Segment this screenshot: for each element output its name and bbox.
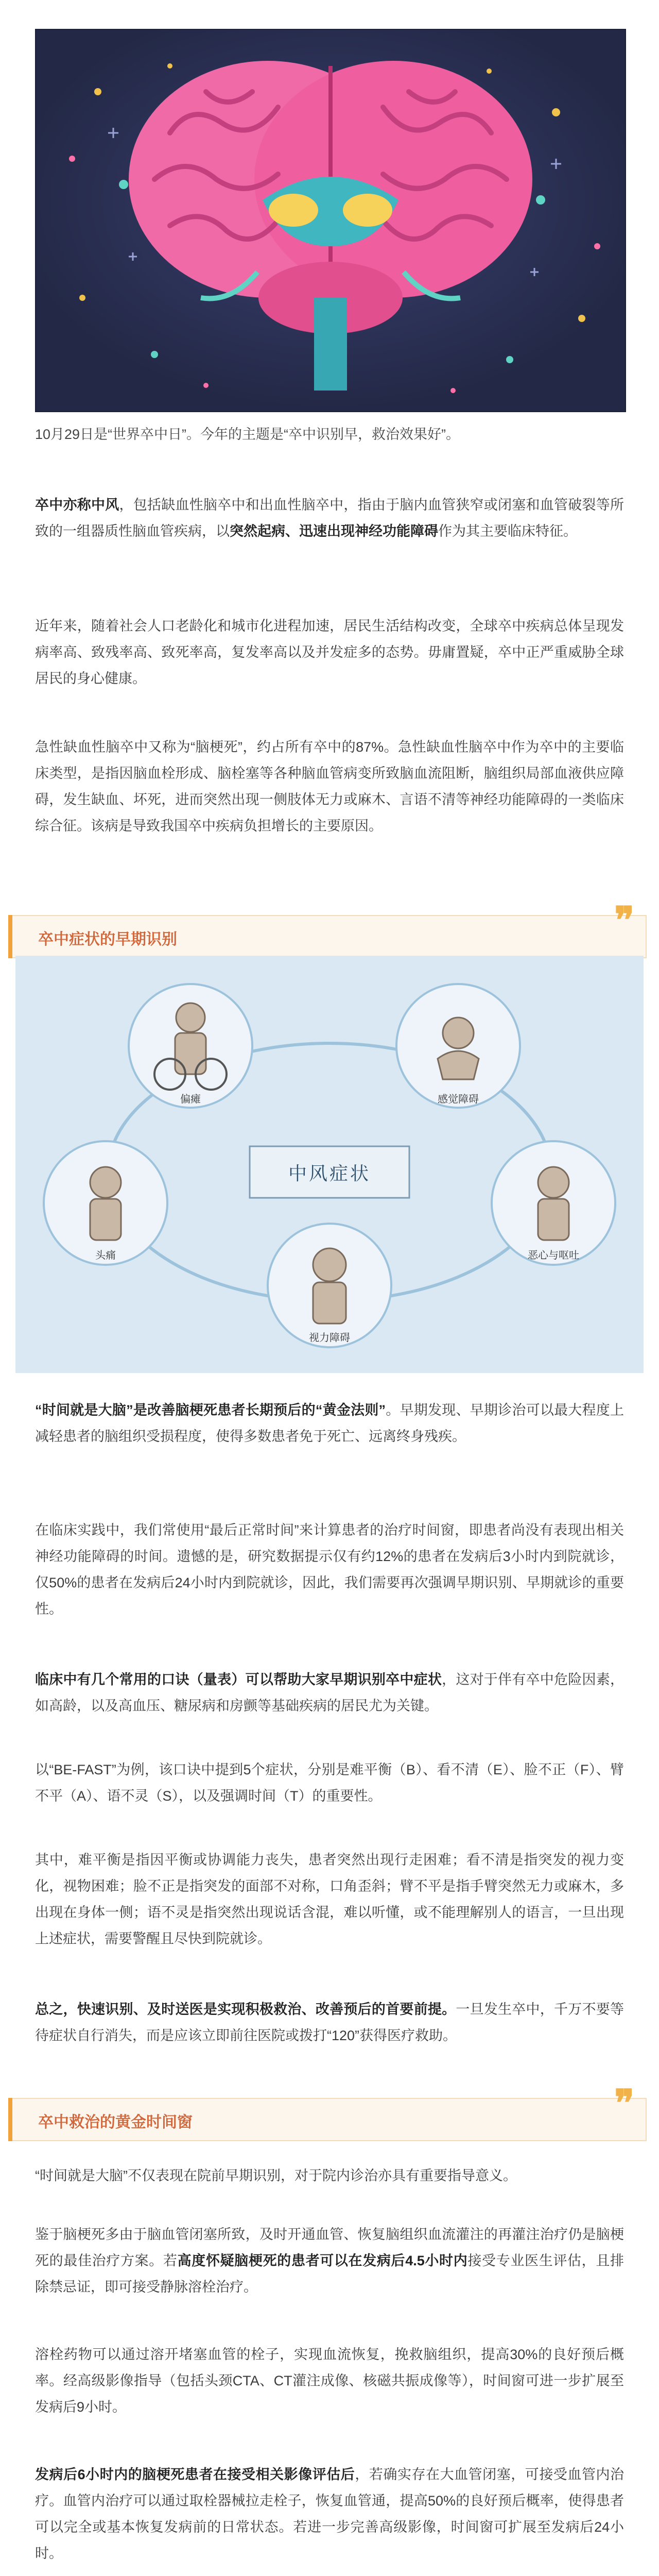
stroke-symptoms-diagram: [15, 956, 644, 1373]
body2-paragraph-1: “时间就是大脑”不仅表现在院前早期识别，对于院内诊治亦具有重要指导意义。: [35, 2168, 517, 2183]
brain-illustration: [35, 29, 626, 412]
label-headache: 头痛: [95, 1250, 116, 1261]
body1-paragraph-2: 在临床实践中，我们常使用“最后正常时间”来计算患者的治疗时间窗，即患者尚没有表现出相关神经功能障碍的时间。遗憾的是，研究数据提示仅有约12%的患者在发病后3小时内到院就诊，仅50%的患者在发病后24小时内到院就诊，因此，我们需要再次强调早期识别、早期就诊的重要性。: [35, 1522, 624, 1617]
body1-paragraph-6: 总之，快速识别、及时送医是实现积极救治、改善预后的首要前提。一旦发生卒中，千万不要等待症状自行消失，而是应该立即前往医院或拨打“120”获得医疗救助。: [35, 2002, 625, 2043]
intro-paragraph-2: 近年来，随着社会人口老龄化和城市化进程加速，居民生活结构改变，全球卒中疾病总体呈现发病率高、致残率高、致死率高，复发率高以及并发症多的态势。毋庸置疑，卒中正严重威胁全球居民的身心健康。: [35, 618, 624, 686]
diagram-center-label: 中风症状: [288, 1163, 371, 1184]
section-accent: [8, 915, 12, 958]
quote-mark-icon: ❞: [614, 2081, 634, 2125]
section-header-golden-window: [8, 2081, 652, 2142]
body1-paragraph-3: 临床中有几个常用的口诀（量表）可以帮助大家早期识别卒中症状，这对于伴有卒中危险因素，如高龄，以及高血压、糖尿病和房颤等基础疾病的居民尤为关键。: [35, 1672, 625, 1714]
section-title: 卒中救治的黄金时间窗: [38, 2114, 193, 2131]
label-sensory-disorder: 感觉障碍: [438, 1094, 479, 1105]
intro-paragraph-3: 急性缺血性脑卒中又称为“脑梗死”，约占所有卒中的87%。急性缺血性脑卒中作为卒中的主要临床类型，是指因脑血栓形成、脑栓塞等各种脑血管病变所致脑血流阻断，脑组织局部血液供应障碍，发生缺血、坏死，进而突然出现一侧肢体无力或麻木、言语不清等神经功能障碍的一类临床综合征。该病是导致我国卒中疾病负担增长的主要原因。: [35, 739, 624, 834]
body1-paragraph-5: 其中，难平衡是指因平衡或协调能力丧失，患者突然出现行走困难；看不清是指突发的视力变化，视物困难；脸不正是指突发的面部不对称，口角歪斜；臂不平是指手臂突然无力或麻木，多出现在身体一侧；语不灵是指突然出现说话含混，难以听懂，或不能理解别人的语言，一旦出现上述症状，需要警醒且尽快到院就诊。: [35, 1852, 624, 1946]
section-accent: [8, 2098, 12, 2141]
section-title: 卒中症状的早期识别: [38, 931, 177, 948]
brain-icon: [36, 30, 625, 411]
quote-mark-icon: ❞: [614, 898, 634, 942]
label-paralysis: 偏瘫: [180, 1094, 201, 1105]
intro-paragraph-1: 卒中亦称中风，包括缺血性脑卒中和出血性脑卒中，指由于脑内血管狭窄或闭塞和血管破裂等所致的一组器质性脑血管疾病，以突然起病、迅速出现神经功能障碍作为其主要临床特征。: [35, 497, 625, 539]
body2-paragraph-3: 溶栓药物可以通过溶开堵塞血管的栓子，实现血流恢复，挽救脑组织，提高30%的良好预后概率。经高级影像指导（包括头颈CTA、CT灌注成像、核磁共振成像等），时间窗可进一步扩展至发病后9小时。: [35, 2347, 624, 2415]
body2-paragraph-4: 发病后6小时内的脑梗死患者在接受相关影像评估后，若确实存在大血管闭塞，可接受血管内治疗。血管内治疗可以通过取栓器械拉走栓子，恢复血管通，提高50%的良好预后概率，使得患者可以完全或基本恢复发病前的日常状态。若进一步完善高级影像，时间窗可扩展至发病后24小时。: [35, 2467, 625, 2561]
section-header-early-recognition: [8, 898, 652, 959]
body1-paragraph-1: “时间就是大脑”是改善脑梗死患者长期预后的“黄金法则”。早期发现、早期诊治可以最大程度上减轻患者的脑组织受损程度，使得多数患者免于死亡、远离终身残疾。: [35, 1402, 624, 1444]
label-vision-disorder: 视力障碍: [309, 1332, 350, 1344]
label-nausea: 恶心与呕吐: [528, 1250, 579, 1261]
body2-paragraph-2: 鉴于脑梗死多由于脑血管闭塞所致，及时开通血管、恢复脑组织血流灌注的再灌注治疗仍是脑梗死的最佳治疗方案。若高度怀疑脑梗死的患者可以在发病后4.5小时内接受专业医生评估，且排除禁忌证，即可接受静脉溶栓治疗。: [35, 2227, 625, 2295]
body1-paragraph-4: 以“BE-FAST”为例，该口诀中提到5个症状，分别是难平衡（B）、看不清（E）、脸不正（F）、臂不平（A）、语不灵（S），以及强调时间（T）的重要性。: [35, 1762, 624, 1804]
image-caption: 10月29日是“世界卒中日”。今年的主题是“卒中识别早，救治效果好”。: [35, 427, 460, 442]
